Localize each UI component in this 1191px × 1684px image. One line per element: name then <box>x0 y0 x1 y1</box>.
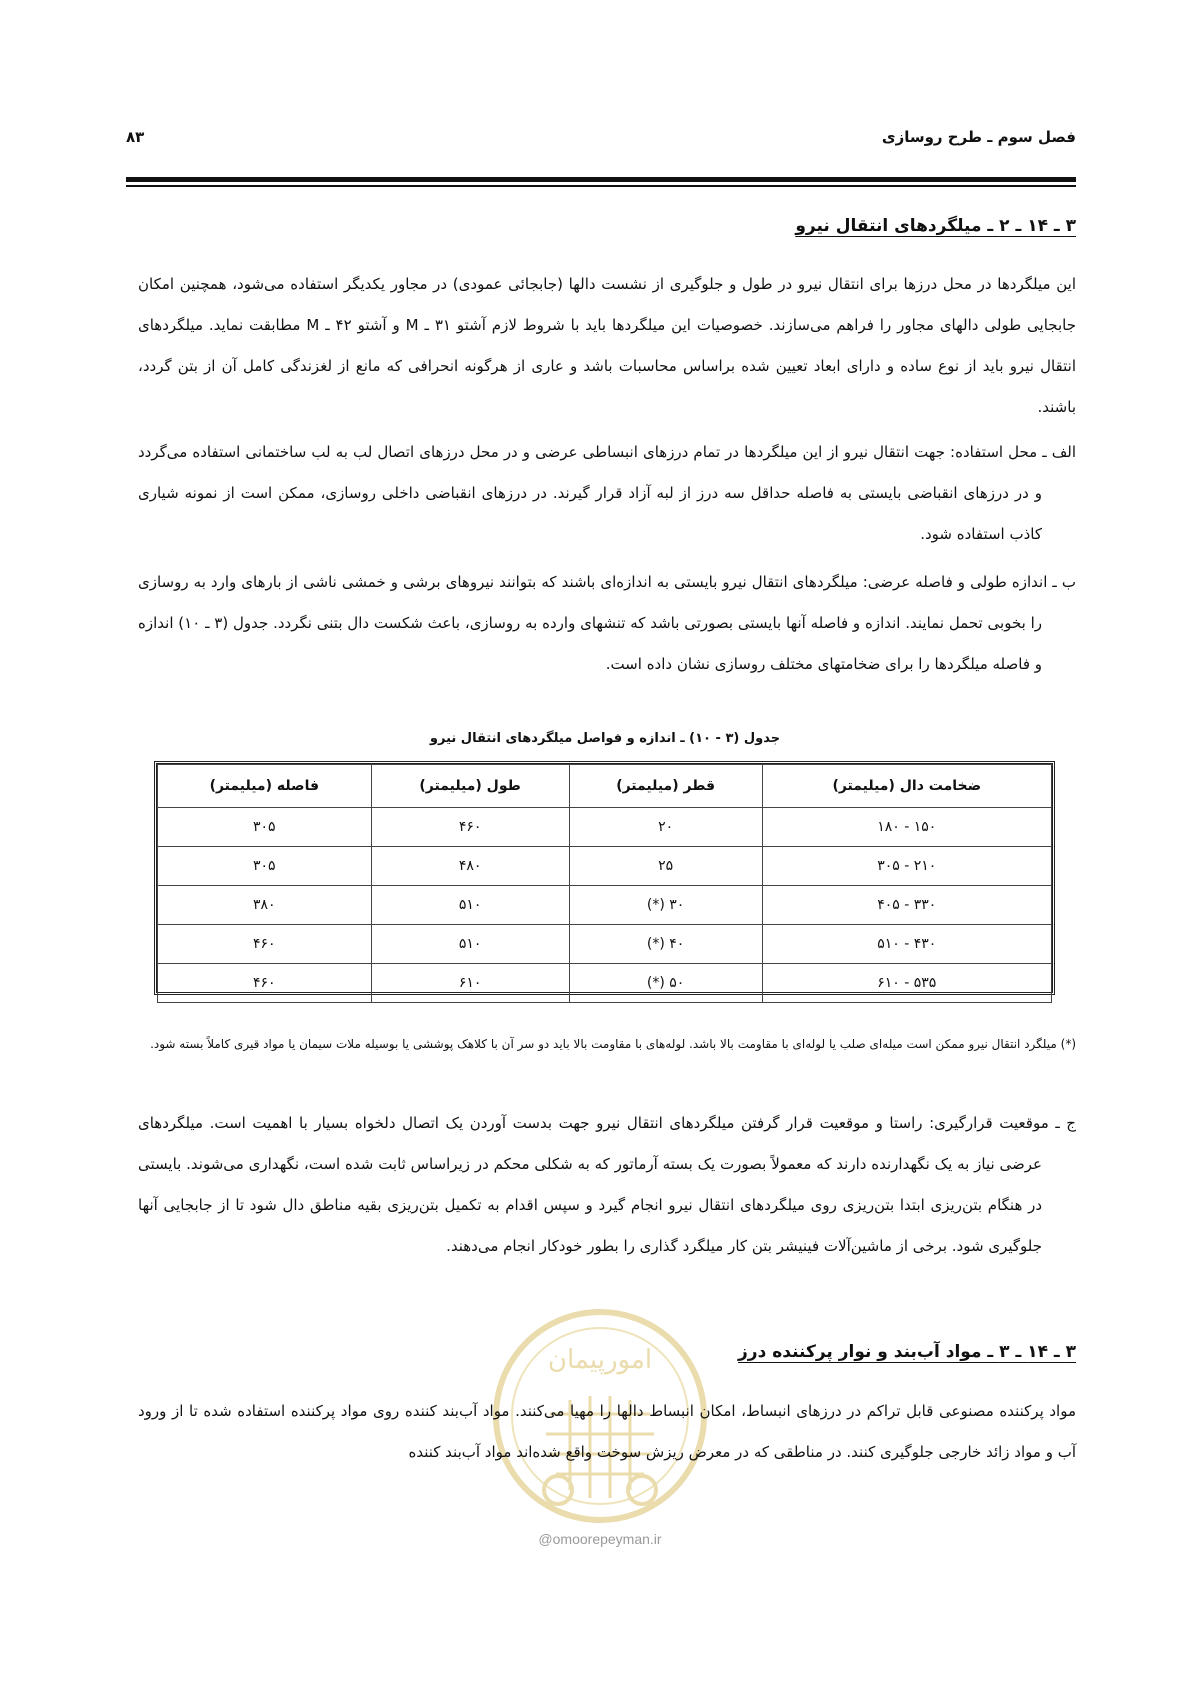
table-cell: ۱۵۰ - ۱۸۰ <box>762 808 1051 847</box>
section-intro-paragraph: این میلگردها در محل درزها برای انتقال نیرو در طول و جلوگیری از نشست دالها (جابجائی عمودی) در مجاور یکدیگر استفاده می‌شود، همچنین امکان جابجایی طولی دالهای مجاور را فراهم می‌سازند. خصوصیات این میلگردها باید با شروط لازم آشتو ۳۱ ـ M و آشتو ۴۲ ـ M مطابقت نماید. میلگردهای انتقال نیرو باید از نوع ساده و دارای ابعاد تعیین شده براساس محاسبات باشد و عاری از هرگونه انحرافی که مانع از لغزندگی کامل آن از بتن گردد، باشند. <box>138 275 1076 416</box>
table-row <box>158 886 1052 925</box>
list-item-a: الف ـ محل استفاده: جهت انتقال نیرو از این میلگردها در تمام درزهای انبساطی عرضی و در محل درزهای اتصال لب به لب ساختمانی استفاده می‌گردد و در درزهای انقباضی بایستی به فاصله حداقل سه درز از لبه آزاد قرار گیرند. در درزهای انقباضی داخلی روسازی، ممکن است از نمونه شیاری کاذب استفاده شود. <box>138 443 1076 543</box>
table-cell: ۵۳۵ - ۶۱۰ <box>762 964 1051 1003</box>
table-header-row <box>158 765 1052 808</box>
section-heading: ۳ ـ ۱۴ ـ ۳ ـ مواد آب‌بند و نوار پرکننده درز <box>738 1342 1076 1362</box>
table-cell: ۳۳۰ - ۴۰۵ <box>762 886 1051 925</box>
column-header: ضخامت دال (میلیمتر) <box>762 765 1051 808</box>
table-cell: ۴۶۰ <box>158 925 372 964</box>
table-cell: ۵۰ (*) <box>569 964 762 1003</box>
table-cell: ۲۱۰ - ۳۰۵ <box>762 847 1051 886</box>
section-heading: ۳ ـ ۱۴ ـ ۲ ـ میلگردهای انتقال نیرو <box>795 216 1076 236</box>
watermark-url: @omoorepeyman.ir <box>538 1531 662 1547</box>
table-row <box>158 964 1052 1003</box>
page-number: ۸۳ <box>126 128 145 146</box>
table-cell: ۶۱۰ <box>371 964 569 1003</box>
section-intro-paragraph: مواد پرکننده مصنوعی قابل تراکم در درزهای انبساط، امکان انبساط دالها را مهیا می‌کنند. مواد آب‌بند کننده روی مواد پرکننده استفاده شده تا از ورود آب و مواد زائد خارجی جلوگیری کنند. در مناطقی که در معرض ریزش سوخت واقع شده‌اند مواد آب‌بند کننده <box>138 1402 1076 1461</box>
table-row <box>158 925 1052 964</box>
table-row <box>158 808 1052 847</box>
watermark-logo-text: امورپیمان <box>547 1345 653 1375</box>
list-item-b: ب ـ اندازه طولی و فاصله عرضی: میلگردهای انتقال نیرو بایستی به اندازه‌ای باشند که بتوانند نیروهای برشی و خمشی ناشی از بارهای وارد به روسازی را بخوبی تحمل نمایند. اندازه و فاصله آنها بایستی بصورتی باشد که تنشهای وارده به روسازی، باعث شکست دال بتنی نگردد. جدول (۳ ـ ۱۰) اندازه و فاصله میلگردها را برای ضخامتهای مختلف روسازی نشان داده است. <box>138 573 1076 673</box>
table-cell: ۲۰ <box>569 808 762 847</box>
table-cell: ۵۱۰ <box>371 925 569 964</box>
page-header <box>126 128 1076 158</box>
table-cell: ۳۰۵ <box>158 808 372 847</box>
table-frame <box>154 761 1055 995</box>
header-rule-thin <box>126 185 1076 187</box>
header-rule-thick <box>126 177 1076 182</box>
table-cell: ۳۸۰ <box>158 886 372 925</box>
table-footnote: (*) میلگرد انتقال نیرو ممکن است میله‌ای صلب یا لوله‌ای با مقاومت بالا باشد. لوله‌های با مقاومت بالا باید دو سر آن با کلاهک پوششی یا بوسیله ملات سیمان یا مواد قیری کاملاً بسته شود. <box>150 1037 1076 1051</box>
table-cell: ۴۰ (*) <box>569 925 762 964</box>
table-row <box>158 847 1052 886</box>
table-cell: ۳۰ (*) <box>569 886 762 925</box>
table-cell: ۳۰۵ <box>158 847 372 886</box>
table-cell: ۲۵ <box>569 847 762 886</box>
table-cell: ۴۶۰ <box>371 808 569 847</box>
chapter-title: فصل سوم ـ طرح روسازی <box>881 128 1076 146</box>
column-header: طول (میلیمتر) <box>371 765 569 808</box>
table-caption: جدول (۳ - ۱۰) ـ اندازه و فواصل میلگردهای انتقال نیرو <box>429 731 781 746</box>
table-cell: ۴۳۰ - ۵۱۰ <box>762 925 1051 964</box>
table-cell: ۵۱۰ <box>371 886 569 925</box>
table-cell: ۴۸۰ <box>371 847 569 886</box>
column-header: فاصله (میلیمتر) <box>158 765 372 808</box>
list-item-c: ج ـ موقعیت قرارگیری: راستا و موقعیت قرار گرفتن میلگردهای انتقال نیرو جهت بدست آوردن یک اتصال دلخواه بسیار با اهمیت است. میلگردهای عرضی نیاز به یک نگهدارنده دارند که معمولاً بصورت یک بسته آرماتور که به شکلی محکم در زیراساس ثابت شده است، نگهداری می‌شوند. بایستی در هنگام بتن‌ریزی ابتدا بتن‌ریزی روی میلگردهای انتقال نیرو انجام گیرد و سپس اقدام به تکمیل بتن‌ریزی بقیه مناطق دال شود تا از جابجایی آنها جلوگیری شود. برخی از ماشین‌آلات فینیشر بتن کار میلگرد گذاری را بطور خودکار انجام می‌دهند. <box>138 1114 1076 1255</box>
table-cell: ۴۶۰ <box>158 964 372 1003</box>
dowel-table <box>157 764 1052 1003</box>
column-header: قطر (میلیمتر) <box>569 765 762 808</box>
